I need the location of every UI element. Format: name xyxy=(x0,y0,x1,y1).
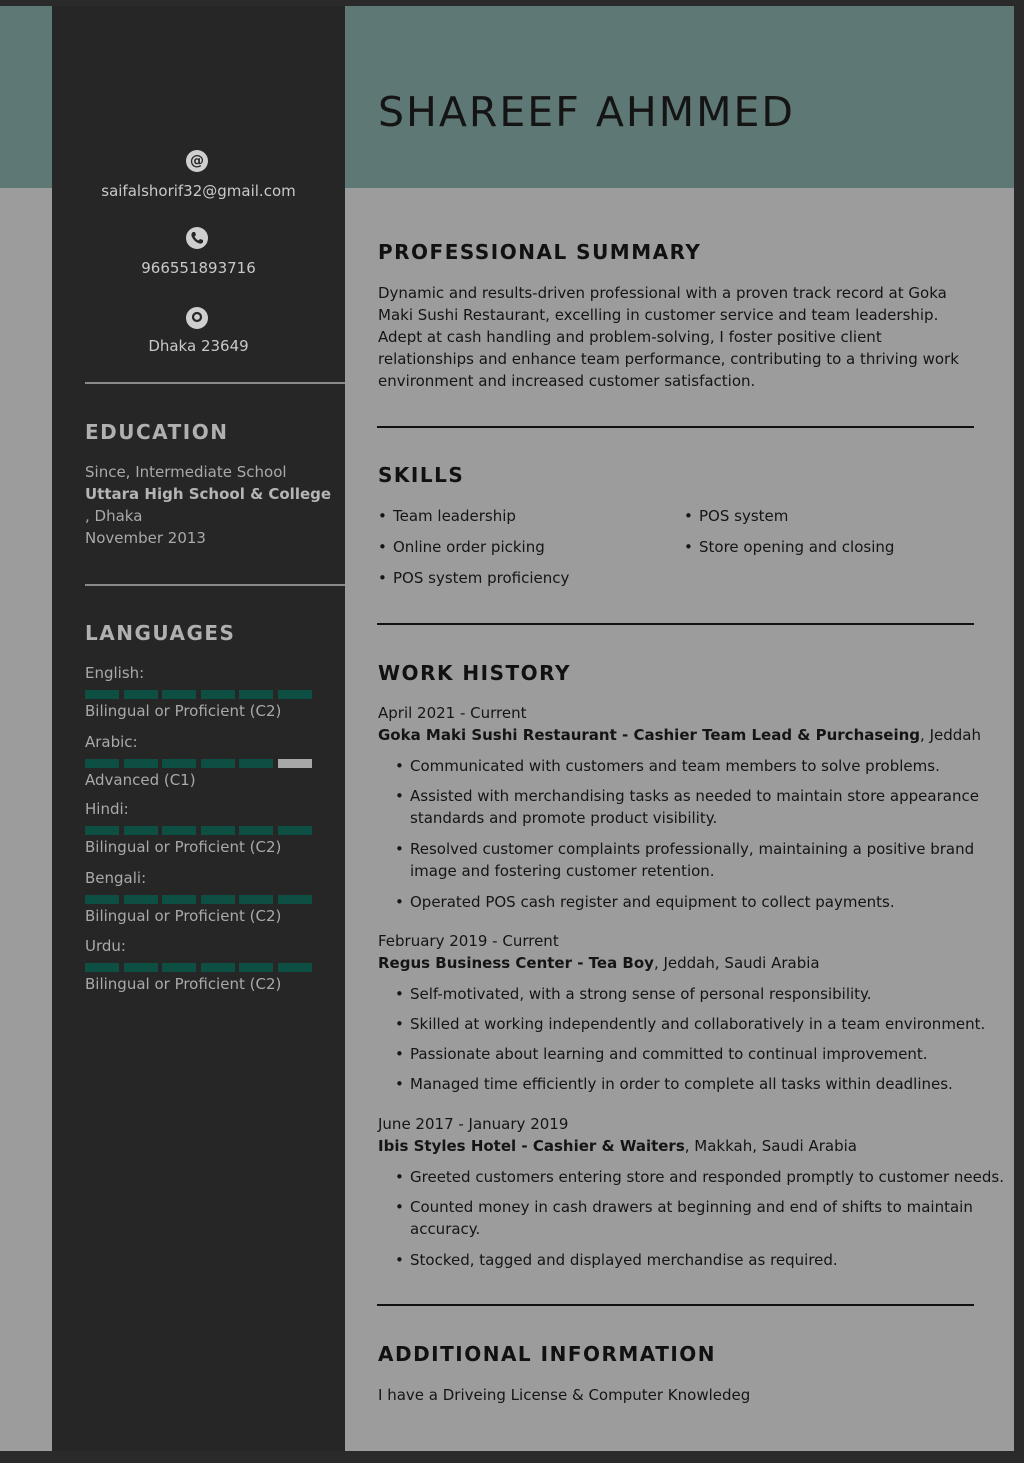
sidebar-divider xyxy=(85,382,345,384)
job-bullet-text: Self-motivated, with a strong sense of personal responsibility. xyxy=(410,985,872,1003)
bullet: • xyxy=(395,757,404,775)
level-segment xyxy=(124,690,158,699)
language-level-bar xyxy=(85,895,311,904)
level-segment xyxy=(162,759,196,768)
contact-phone: 966551893716 xyxy=(141,259,256,277)
language-level-bar xyxy=(85,690,311,699)
level-segment xyxy=(162,963,196,972)
language-level: Bilingual or Proficient (C2) xyxy=(85,702,282,720)
job-title xyxy=(378,726,981,744)
job-bullet-text: Assisted with merchandising tasks as needed to maintain store appearance xyxy=(410,787,979,805)
job-title xyxy=(378,954,820,972)
level-segment xyxy=(124,826,158,835)
skill-item: POS system xyxy=(699,507,789,525)
level-segment xyxy=(239,963,273,972)
level-segment xyxy=(201,895,235,904)
language-level: Bilingual or Proficient (C2) xyxy=(85,838,282,856)
level-segment xyxy=(239,690,273,699)
sidebar xyxy=(52,6,345,1451)
skill-item: Team leadership xyxy=(393,507,516,525)
bullet: • xyxy=(395,893,404,911)
education-line: Since, Intermediate School xyxy=(85,463,287,481)
bullet: • xyxy=(395,1198,404,1216)
job-bullet-text: Skilled at working independently and collaboratively in a team environment. xyxy=(410,1015,986,1033)
contact-email: saifalshorif32@gmail.com xyxy=(101,182,296,200)
language-level-bar xyxy=(85,963,311,972)
job-bullet-text: Stocked, tagged and displayed merchandise as required. xyxy=(410,1251,838,1269)
level-segment xyxy=(278,895,312,904)
level-segment xyxy=(162,690,196,699)
job-company: Regus Business Center - Tea Boy xyxy=(378,954,654,972)
skill-item: Online order picking xyxy=(393,538,545,556)
language-name: Bengali: xyxy=(85,869,147,887)
level-segment xyxy=(278,826,312,835)
job-bullet-text: standards and promote product visibility. xyxy=(410,809,718,827)
language-name: English: xyxy=(85,664,145,682)
language-level: Bilingual or Proficient (C2) xyxy=(85,975,282,993)
job-title xyxy=(378,1137,857,1155)
at-icon: @ xyxy=(186,150,208,172)
job-bullet-text: accuracy. xyxy=(410,1220,481,1238)
bullet: • xyxy=(395,787,404,805)
level-segment xyxy=(278,759,312,768)
level-segment xyxy=(201,826,235,835)
level-segment xyxy=(162,895,196,904)
education-city: , Dhaka xyxy=(85,507,143,525)
bullet: • xyxy=(395,1075,404,1093)
job-company: Ibis Styles Hotel - Cashier & Waiters xyxy=(378,1137,685,1155)
job-dates: April 2021 - Current xyxy=(378,704,527,722)
job-bullet-text: image and fostering customer retention. xyxy=(410,862,715,880)
skill-item: Store opening and closing xyxy=(699,538,895,556)
language-level: Bilingual or Proficient (C2) xyxy=(85,907,282,925)
level-segment xyxy=(201,759,235,768)
job-dates: February 2019 - Current xyxy=(378,932,559,950)
level-segment xyxy=(124,963,158,972)
section-divider xyxy=(377,623,974,625)
additional-text: I have a Driveing License & Computer Knowledeg xyxy=(378,1386,751,1404)
level-segment xyxy=(124,895,158,904)
job-bullet-text: Passionate about learning and committed to continual improvement. xyxy=(410,1045,928,1063)
job-location: , Jeddah xyxy=(920,726,981,744)
level-segment xyxy=(239,826,273,835)
education-date: November 2013 xyxy=(85,529,206,547)
job-location: , Makkah, Saudi Arabia xyxy=(684,1137,857,1155)
bullet: • xyxy=(395,1251,404,1269)
job-bullet-text: Communicated with customers and team members to solve problems. xyxy=(410,757,940,775)
level-segment xyxy=(201,963,235,972)
skill-item: POS system proficiency xyxy=(393,569,570,587)
job-bullet-text: Counted money in cash drawers at beginning and end of shifts to maintain xyxy=(410,1198,973,1216)
bottom-border xyxy=(0,1451,1024,1463)
level-segment xyxy=(162,826,196,835)
bullet: • xyxy=(684,538,693,556)
level-segment xyxy=(85,690,119,699)
map-pin-icon xyxy=(186,307,208,329)
additional-heading: ADDITIONAL INFORMATION xyxy=(378,1342,717,1366)
phone-icon xyxy=(186,227,208,249)
level-segment xyxy=(201,690,235,699)
candidate-name: SHAREEF AHMMED xyxy=(378,88,795,136)
level-segment xyxy=(85,895,119,904)
bullet: • xyxy=(395,985,404,1003)
skills-heading: SKILLS xyxy=(378,463,465,487)
language-name: Urdu: xyxy=(85,937,126,955)
level-segment xyxy=(239,895,273,904)
level-segment xyxy=(124,759,158,768)
summary-heading: PROFESSIONAL SUMMARY xyxy=(378,240,702,264)
bullet: • xyxy=(378,507,387,525)
languages-heading: LANGUAGES xyxy=(85,621,236,645)
section-divider xyxy=(377,426,974,428)
level-segment xyxy=(278,963,312,972)
bullet: • xyxy=(378,538,387,556)
job-bullet-text: Managed time efficiently in order to complete all tasks within deadlines. xyxy=(410,1075,953,1093)
language-level-bar xyxy=(85,759,311,768)
language-level: Advanced (C1) xyxy=(85,771,196,789)
level-segment xyxy=(85,759,119,768)
bullet: • xyxy=(684,507,693,525)
contact-location: Dhaka 23649 xyxy=(148,337,249,355)
sidebar-divider xyxy=(85,584,345,586)
work-heading: WORK HISTORY xyxy=(378,661,571,685)
job-location: , Jeddah, Saudi Arabia xyxy=(653,954,820,972)
job-bullet-text: Greeted customers entering store and responded promptly to customer needs. xyxy=(410,1168,1004,1186)
bullet: • xyxy=(395,1045,404,1063)
bullet: • xyxy=(378,569,387,587)
job-bullet-text: Resolved customer complaints professionally, maintaining a positive brand xyxy=(410,840,975,858)
right-border xyxy=(1014,0,1024,1463)
section-divider xyxy=(377,1304,974,1306)
job-dates: June 2017 - January 2019 xyxy=(378,1115,569,1133)
level-segment xyxy=(85,826,119,835)
left-margin xyxy=(0,188,52,1451)
bullet: • xyxy=(395,840,404,858)
language-level-bar xyxy=(85,826,311,835)
language-name: Hindi: xyxy=(85,800,129,818)
job-company: Goka Maki Sushi Restaurant - Cashier Team Lead & Purchaseing xyxy=(378,726,921,744)
level-segment xyxy=(239,759,273,768)
language-name: Arabic: xyxy=(85,733,138,751)
education-school: Uttara High School & College xyxy=(85,485,332,503)
level-segment xyxy=(278,690,312,699)
level-segment xyxy=(85,963,119,972)
bullet: • xyxy=(395,1168,404,1186)
summary-text: Dynamic and results-driven professional with a proven track record at Goka Maki Sushi Restaurant, excelling in customer service and team leadership. Adept at cash handling and problem-solving, I foster positive client relationships and enhance team performance, contributing to a thriving work environment and increased customer satisfaction. xyxy=(378,284,959,390)
job-bullet-text: Operated POS cash register and equipment to collect payments. xyxy=(410,893,895,911)
bullet: • xyxy=(395,1015,404,1033)
education-heading: EDUCATION xyxy=(85,420,229,444)
